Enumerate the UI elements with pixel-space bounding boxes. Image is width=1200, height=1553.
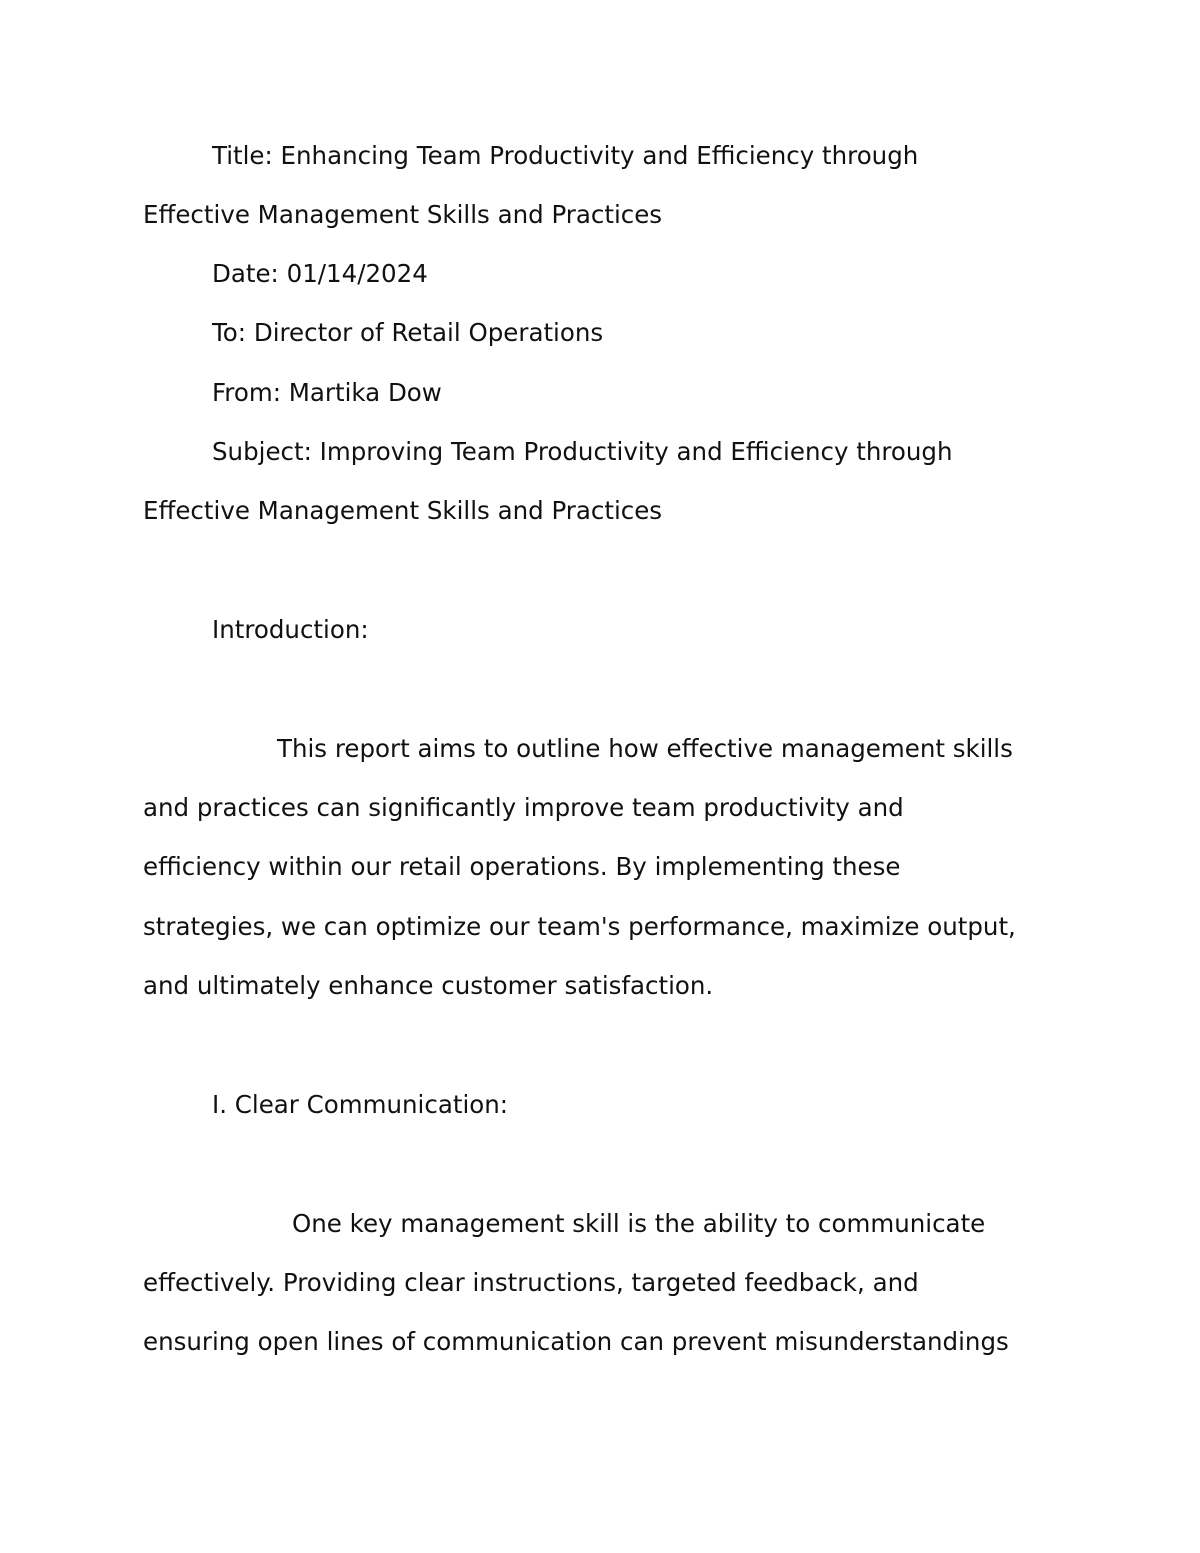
date-line: Date: 01/14/2024	[212, 259, 428, 288]
introduction-paragraph-line: and practices can significantly improve team productivity and	[143, 793, 904, 822]
title-line-2: Effective Management Skills and Practices	[143, 200, 663, 229]
introduction-paragraph-line: efficiency within our retail operations. By implementing these	[143, 852, 901, 881]
introduction-heading: Introduction:	[212, 615, 369, 644]
introduction-paragraph-line: This report aims to outline how effective management skills	[277, 734, 1013, 763]
subject-line-1: Subject: Improving Team Productivity and Efficiency through	[212, 437, 953, 466]
section-1-paragraph-line: One key management skill is the ability to communicate	[292, 1209, 986, 1238]
title-line-1: Title: Enhancing Team Productivity and Efficiency through	[212, 141, 919, 170]
to-line: To: Director of Retail Operations	[212, 318, 604, 347]
section-1-paragraph-line: effectively. Providing clear instructions, targeted feedback, and	[143, 1268, 919, 1297]
from-line: From: Martika Dow	[212, 378, 442, 407]
subject-line-2: Effective Management Skills and Practices	[143, 496, 663, 525]
section-1-paragraph-line: ensuring open lines of communication can prevent misunderstandings	[143, 1327, 1009, 1356]
introduction-paragraph-line: and ultimately enhance customer satisfaction.	[143, 971, 714, 1000]
introduction-paragraph-line: strategies, we can optimize our team's performance, maximize output,	[143, 912, 1016, 941]
section-1-heading: I. Clear Communication:	[212, 1090, 509, 1119]
